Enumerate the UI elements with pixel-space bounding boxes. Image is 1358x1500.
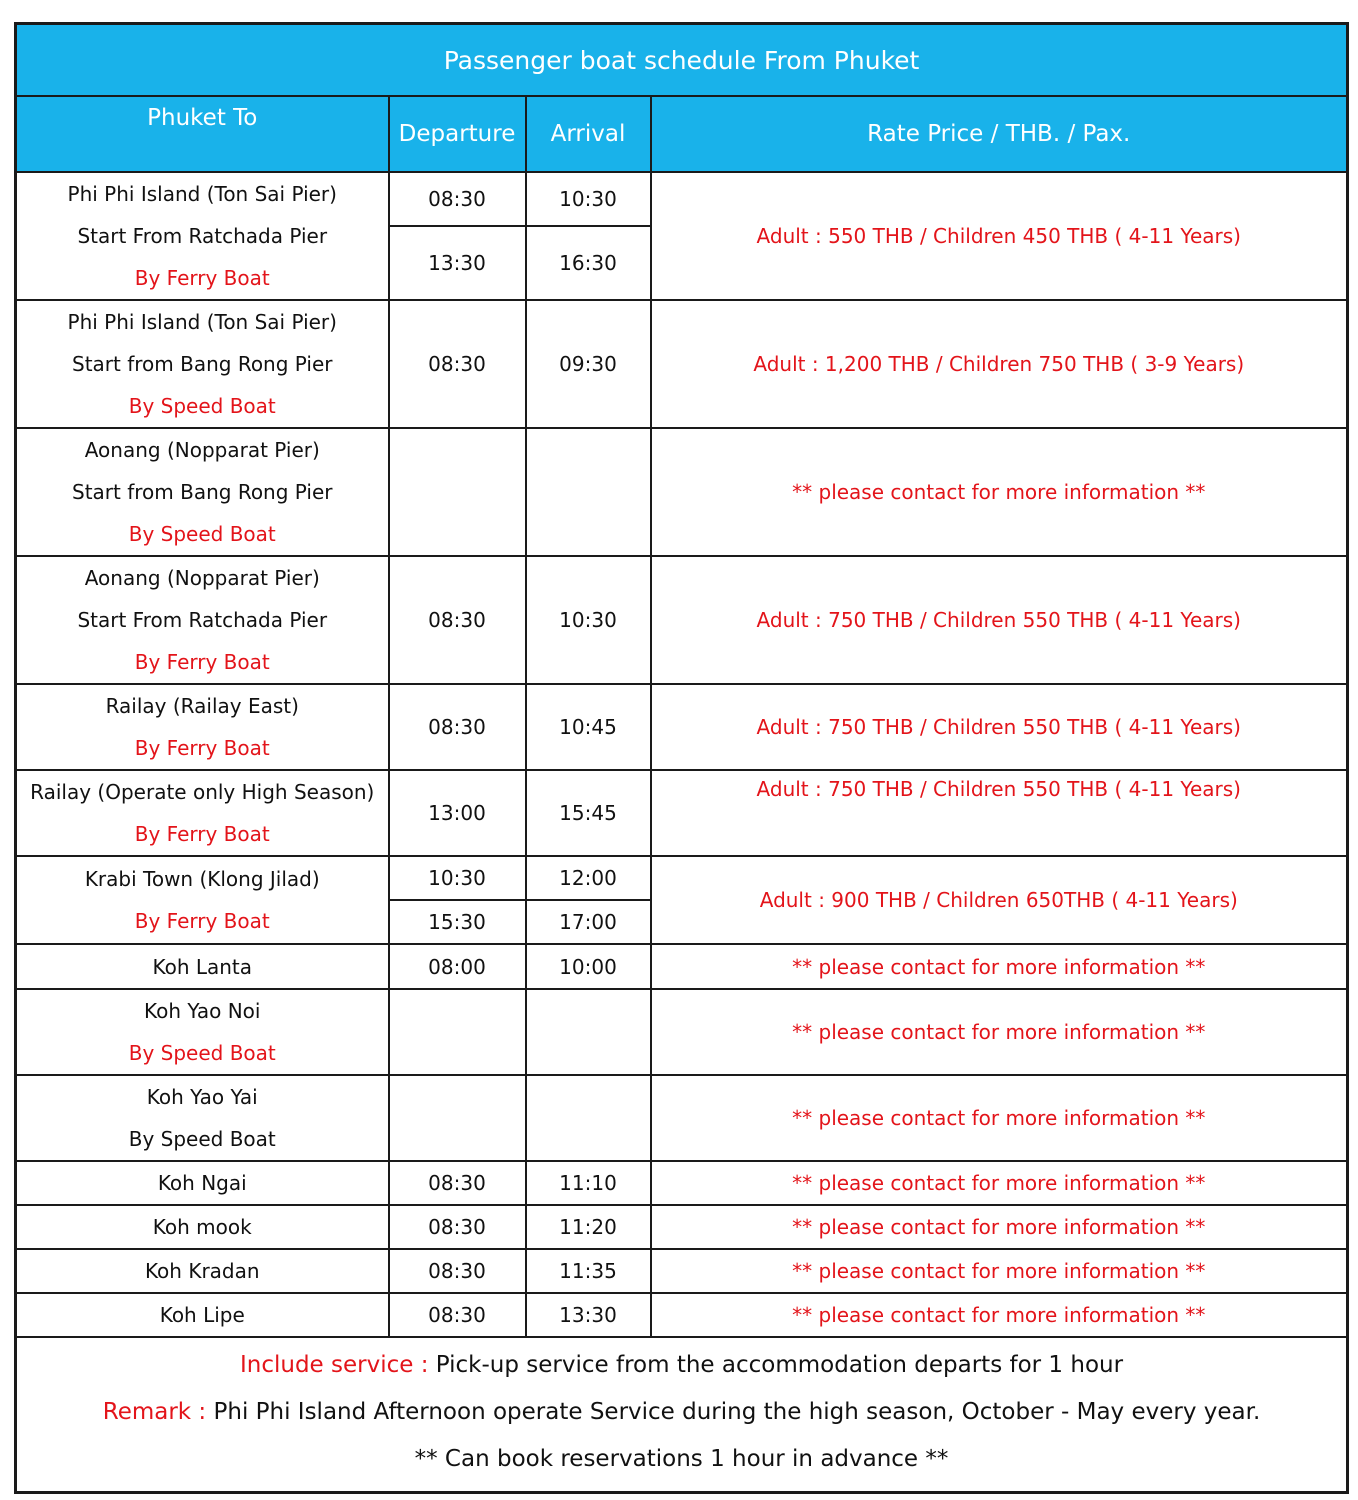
destination-line: Railay (Operate only High Season) — [30, 780, 375, 804]
rate-cell: ** please contact for more information ** — [651, 1249, 1348, 1293]
arrival-time: 10:45 — [526, 684, 651, 770]
arrival-time: 16:30 — [526, 226, 651, 300]
remark-label: Remark : — [102, 1399, 207, 1425]
rate-cell: ** please contact for more information ** — [651, 944, 1348, 989]
destination-line: Phi Phi Island (Ton Sai Pier) — [67, 182, 337, 206]
remark-text: Phi Phi Island Afternoon operate Service during the high season, October - May every year. — [206, 1399, 1261, 1425]
header-rate: Rate Price / THB. / Pax. — [651, 96, 1348, 172]
table-row — [16, 1293, 1348, 1337]
arrival-time: 11:35 — [526, 1249, 651, 1293]
departure-time: 08:30 — [389, 556, 526, 684]
rate-cell: Adult : 750 THB / Children 550 THB ( 4-11 Years) — [651, 556, 1348, 684]
arrival-time — [526, 989, 651, 1075]
destination-cell — [16, 989, 389, 1075]
destination-cell — [16, 1161, 389, 1205]
header-arrival: Arrival — [526, 96, 651, 172]
departure-time: 15:30 — [389, 900, 526, 944]
rate-cell: Adult : 750 THB / Children 550 THB ( 4-11 Years) — [651, 684, 1348, 770]
remark-line — [17, 1389, 1346, 1436]
rate-cell: ** please contact for more information ** — [651, 1161, 1348, 1205]
arrival-time: 10:30 — [526, 556, 651, 684]
table-row — [16, 300, 1348, 428]
arrival-time: 13:30 — [526, 1293, 651, 1337]
rate-cell: Adult : 1,200 THB / Children 750 THB ( 3-9 Years) — [651, 300, 1348, 428]
table-row — [16, 684, 1348, 770]
title-row — [16, 24, 1348, 97]
rate-cell: Adult : 750 THB / Children 550 THB ( 4-11 Years) — [651, 770, 1348, 856]
table-row — [16, 428, 1348, 556]
table-row — [16, 1205, 1348, 1249]
destination-line: Koh Kradan — [144, 1259, 260, 1283]
destination-cell — [16, 944, 389, 989]
include-service-line — [17, 1342, 1346, 1389]
departure-time: 13:00 — [389, 770, 526, 856]
arrival-time: 09:30 — [526, 300, 651, 428]
destination-line: Aonang (Nopparat Pier) — [84, 566, 320, 590]
departure-time: 08:30 — [389, 684, 526, 770]
destination-cell — [16, 1293, 389, 1337]
table-row — [16, 989, 1348, 1075]
table-title: Passenger boat schedule From Phuket — [16, 24, 1348, 97]
header-departure: Departure — [389, 96, 526, 172]
footer-row — [16, 1337, 1348, 1493]
table-row — [16, 1249, 1348, 1293]
arrival-time: 11:10 — [526, 1161, 651, 1205]
boat-type-label: By Speed Boat — [128, 522, 276, 546]
destination-cell — [16, 856, 389, 944]
departure-time: 08:00 — [389, 944, 526, 989]
destination-line: Start From Ratchada Pier — [77, 608, 328, 632]
table-row — [16, 1161, 1348, 1205]
departure-time: 10:30 — [389, 856, 526, 900]
boat-type-label: By Ferry Boat — [134, 822, 270, 846]
boat-schedule-table — [14, 22, 1349, 1494]
arrival-time: 10:00 — [526, 944, 651, 989]
departure-time — [389, 1075, 526, 1161]
arrival-time: 11:20 — [526, 1205, 651, 1249]
departure-time: 08:30 — [389, 300, 526, 428]
destination-line: Koh Lanta — [152, 954, 253, 979]
arrival-time — [526, 428, 651, 556]
destination-cell — [16, 172, 389, 300]
departure-time: 08:30 — [389, 1249, 526, 1293]
destination-cell — [16, 428, 389, 556]
departure-time — [389, 989, 526, 1075]
destination-line: Start from Bang Rong Pier — [72, 352, 333, 376]
destination-cell — [16, 1249, 389, 1293]
rate-cell: ** please contact for more information ** — [651, 1075, 1348, 1161]
table-row — [16, 770, 1348, 856]
destination-cell — [16, 556, 389, 684]
arrival-time — [526, 1075, 651, 1161]
destination-line: Start from Bang Rong Pier — [72, 480, 333, 504]
destination-line: By Speed Boat — [128, 1127, 276, 1151]
boat-type-label: By Ferry Boat — [134, 650, 270, 674]
arrival-time: 12:00 — [526, 856, 651, 900]
destination-line: Krabi Town (Klong Jilad) — [84, 867, 320, 891]
destination-line: Railay (Railay East) — [105, 694, 299, 718]
destination-line: Koh Lipe — [159, 1303, 245, 1327]
arrival-time: 10:30 — [526, 172, 651, 226]
destination-line: Koh Yao Noi — [144, 999, 261, 1023]
departure-time: 08:30 — [389, 1293, 526, 1337]
destination-cell — [16, 684, 389, 770]
destination-cell — [16, 300, 389, 428]
rate-cell: ** please contact for more information ** — [651, 989, 1348, 1075]
destination-cell — [16, 1075, 389, 1161]
table-row — [16, 556, 1348, 684]
departure-time: 08:30 — [389, 172, 526, 226]
rate-cell: ** please contact for more information ** — [651, 1293, 1348, 1337]
arrival-time: 17:00 — [526, 900, 651, 944]
destination-line: Koh Ngai — [157, 1171, 247, 1195]
header-destination: Phuket To — [16, 96, 389, 172]
rate-cell: Adult : 550 THB / Children 450 THB ( 4-11 Years) — [651, 172, 1348, 300]
destination-line: Phi Phi Island (Ton Sai Pier) — [67, 310, 337, 334]
departure-time: 08:30 — [389, 1205, 526, 1249]
include-service-text: Pick-up service from the accommodation departs for 1 hour — [428, 1352, 1124, 1378]
rate-cell: ** please contact for more information ** — [651, 1205, 1348, 1249]
boat-type-label: By Ferry Boat — [134, 909, 270, 933]
table-row — [16, 1075, 1348, 1161]
table-row — [16, 856, 1348, 900]
arrival-time: 15:45 — [526, 770, 651, 856]
table-row — [16, 944, 1348, 989]
boat-type-label: By Ferry Boat — [134, 266, 270, 290]
table-row — [16, 172, 1348, 226]
rate-cell: Adult : 900 THB / Children 650THB ( 4-11 Years) — [651, 856, 1348, 944]
destination-line: Koh Yao Yai — [146, 1085, 258, 1109]
destination-line: Koh mook — [152, 1215, 252, 1239]
advance-booking-note: ** Can book reservations 1 hour in advance ** — [414, 1446, 949, 1472]
boat-type-label: By Ferry Boat — [134, 736, 270, 760]
destination-line: Aonang (Nopparat Pier) — [84, 438, 320, 462]
rate-cell: ** please contact for more information ** — [651, 428, 1348, 556]
header-row — [16, 96, 1348, 172]
destination-cell — [16, 770, 389, 856]
destination-cell — [16, 1205, 389, 1249]
destination-line: Start From Ratchada Pier — [77, 224, 328, 248]
boat-type-label: By Speed Boat — [128, 394, 276, 418]
footer-notes — [16, 1337, 1348, 1493]
departure-time: 08:30 — [389, 1161, 526, 1205]
boat-type-label: By Speed Boat — [128, 1041, 276, 1065]
departure-time: 13:30 — [389, 226, 526, 300]
departure-time — [389, 428, 526, 556]
include-service-label: Include service : — [239, 1352, 429, 1378]
